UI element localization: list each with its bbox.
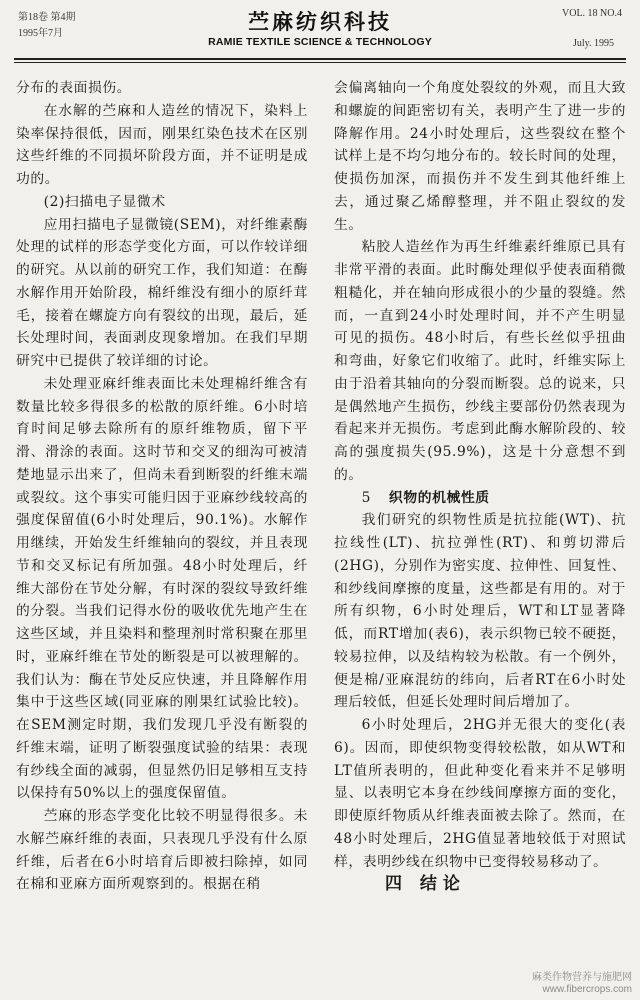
subheading: (2)扫描电子显微术 (43, 193, 166, 210)
paragraph: 我们研究的织物性质是抗拉能(WT)、抗拉线性(LT)、抗拉弹性(RT)、和剪切滞后(2HG)，分别作为密实度、拉伸性、回复性、和纱线间摩擦的度量，这些都是有用的。对于所有织物，6小时处理后，WT和LT显著降低，而RT增加(表6)，表示织物已较不硬挺，较易拉伸，以及结构较为松散。有一个例外，便是棉/亚麻混纺的纬向，后者RT在6小时处理后较低，但延长处理时间后增加了。 (334, 512, 626, 711)
paragraph: 会偏离轴向一个角度处裂纹的外观，而且大致和螺旋的间距密切有关，表明产生了进一步的降解作用。24小时处理后，这些裂纹在整个试样上是不均匀地分布的。较长时间的处理，使损伤加深，而损伤并不发生到其他纤维上去，通过聚乙烯醇整理，并不阻止裂纹的发生。 (334, 80, 626, 233)
paragraph: 苎麻的形态学变化比较不明显得很多。未水解苎麻纤维的表面，只表现几乎没有什么原纤维，后者在6小时培育后即被扫除掉，如同在棉和亚麻方面所观察到的。根据在稍 (16, 808, 308, 893)
section-number: 5 (361, 489, 371, 506)
volume-issue-en: VOL. 18 NO.4 (562, 8, 622, 19)
paragraph: 未处理亚麻纤维表面比未处理棉纤维含有数量比较多得很多的松散的原纤维。6小时培育时间足够去除所有的原纤维物质，留下平滑、滑涂的表面。这时节和交叉的细沟可被清楚地显示出来了，但尚未看到断裂的纤维末端或裂纹。这个事实可能归因于亚麻纱线较高的强度保留值(6小时处理后，90.1%)。水解作用继续，开始发生纤维轴向的裂纹，并且表现节和交叉标记有所加强。48小时处理后，纤维大部份在节处分解，有时深的裂纹导致纤维的分裂。当我们记得水份的吸收优先地产生在这些区域，并且染料和整理剂时常积聚在那里时，亚麻纤维在节处的断裂是可以被理解的。我们认为：酶在节处反应快速，并且降解作用集中于这些区域(同亚麻的刚果红试验比较)。在SEM测定时期，我们发现几乎没有断裂的纤维末端，证明了断裂强度试验的结果：表现有纱线全面的减弱，但显然仍旧足够相互支持以保持有50%以上的强度保留值。 (16, 375, 308, 802)
conclusion-heading: 四 结论 (385, 874, 466, 895)
section-heading (334, 487, 626, 510)
volume-issue-cn: 第18卷 第4期 (18, 12, 76, 23)
watermark-url: www.fibercrops.com (542, 984, 632, 995)
journal-title-cn: 苎麻纺织科技 (248, 9, 392, 34)
paragraph: 粘胶人造丝作为再生纤维素纤维原已具有非常平滑的表面。此时酶处理似乎使表面稍微粗糙化，并在轴向形成很小的少量的裂缝。然而，一直到24小时处理时间，并不产生明显可见的损伤。48小时后，有些长丝似乎扭曲和弯曲，好象它们收缩了。此时，纤维实际上由于沿着其轴向的分裂而断裂。总的说来，只是偶然地产生损伤，纱线主要部份仍然表现为看起来并无损伤。考虑到此酶水解阶段的、较高的强度损失(95.9%)，这是十分意想不到的。 (334, 239, 626, 483)
watermark (532, 972, 632, 996)
paragraph: 6小时处理后，2HG并无很大的变化(表6)。因而，即使织物变得较松散，如从WT和LT值所表明的，但此种变化看来并不足够明显、以表明它本身在纱线间摩擦方面的变化，即使原纤物质从纤维表面被去除了。然而，在48小时处理后，2HG值显著地较低于对照试样，表明纱线在织物中已变得较易移动了。 (334, 717, 626, 870)
paragraph: 在水解的苎麻和人造丝的情况下，染料上染率保持很低，因而，刚果红染色技术在区别这些纤维的不同损坏阶段方面，并不证明是成功的。 (16, 102, 308, 187)
header-rule-thick (14, 58, 626, 60)
section-title: 织物的机械性质 (388, 489, 490, 506)
date-cn: 1995年7月 (18, 28, 63, 39)
header-rule-thin (14, 62, 626, 63)
journal-title-en: RAMIE TEXTILE SCIENCE & TECHNOLOGY (208, 36, 432, 48)
paragraph: 分布的表面损伤。 (16, 80, 132, 96)
journal-header (0, 0, 640, 62)
left-column (16, 77, 308, 896)
watermark-site-name: 麻类作物营养与施肥网 (532, 972, 632, 983)
right-column (334, 77, 626, 896)
date-en: July. 1995 (572, 38, 614, 49)
paragraph: 应用扫描电子显微镜(SEM)，对纤维素酶处理的试样的形态学变化方面，可以作较详细的研究。从以前的研究工作，我们知道：在酶水解作用开始阶段，棉纤维没有细小的原纤茸毛，接着在螺旋方向有裂纹的出现，最后，延长处理时间，表面剥皮现象增加。在我们早期研究中已提供了较详细的讨论。 (16, 216, 308, 369)
